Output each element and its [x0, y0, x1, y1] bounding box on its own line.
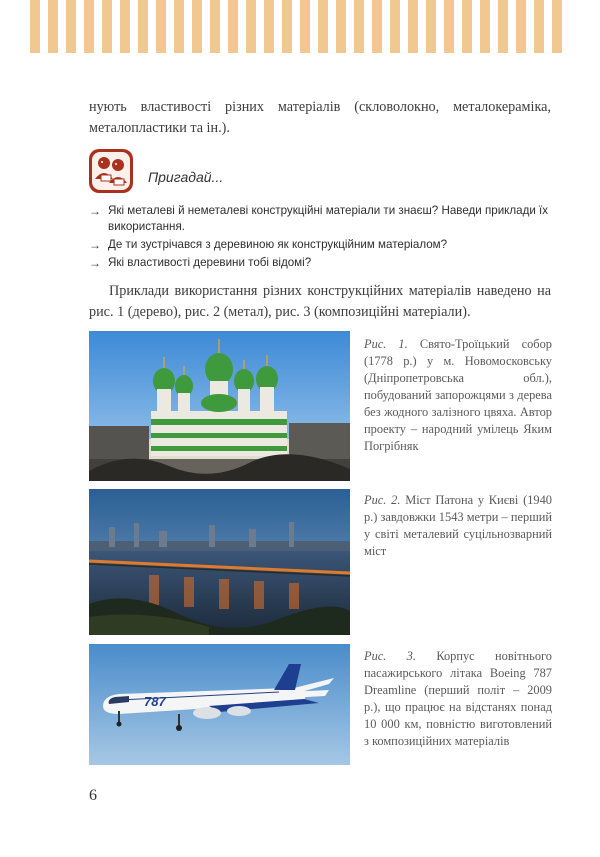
list-item: → Де ти зустрічався з деревиною як конструкційним матеріалом? — [89, 238, 448, 252]
questions-list — [89, 203, 559, 273]
list-item: → Які властивості деревини тобі відомі? — [89, 256, 312, 270]
page-number: 6 — [89, 787, 97, 804]
arrow-right-icon: → — [89, 238, 101, 252]
list-item: → Які металеві й неметалеві конструкційні матеріали ти знаєш? Наведи приклади їх використання. — [89, 204, 549, 233]
airplane-photo — [89, 644, 350, 765]
bridge-photo — [89, 489, 350, 635]
header-stripes — [30, 0, 570, 53]
figure-caption-1: Рис. 1. Свято-Троїцький собор (1778 р.) у м. Новомосковську (Дніпропетровська обл.), побудований запорожцями з дерева без жодного залізного цвяха. Автор проекту – народний умілець Яким Погрібняк — [364, 337, 552, 453]
aircraft-tail-text: 787 — [144, 694, 166, 709]
cathedral-photo — [89, 331, 350, 481]
figure-caption-3: Рис. 3. Корпус новітнього пасажирського літака Boeing 787 Dreamline (перший політ – 2009 р.), що працює на відстанях понад 10 000 км, повністю виготовлений з композиційних матеріалів — [364, 649, 552, 748]
paragraph-top: нують властивості різних матеріалів (скловолокно, металокераміка, металопластики та ін.). — [89, 99, 551, 136]
arrow-right-icon: → — [89, 204, 101, 218]
recall-label: Пригадай... — [148, 169, 224, 185]
paragraph-figures-intro: Приклади використання різних конструкційних матеріалів наведено на рис. 1 (дерево), рис. 2 (метал), рис. 3 (композиційні матеріали). — [89, 283, 551, 320]
children-reading-icon — [89, 149, 133, 193]
figure-caption-2: Рис. 2. Міст Патона у Києві (1940 р.) завдовжки 1543 метри – перший у світі металевий суцільнозварний міст — [364, 493, 552, 558]
arrow-right-icon: → — [89, 256, 101, 270]
